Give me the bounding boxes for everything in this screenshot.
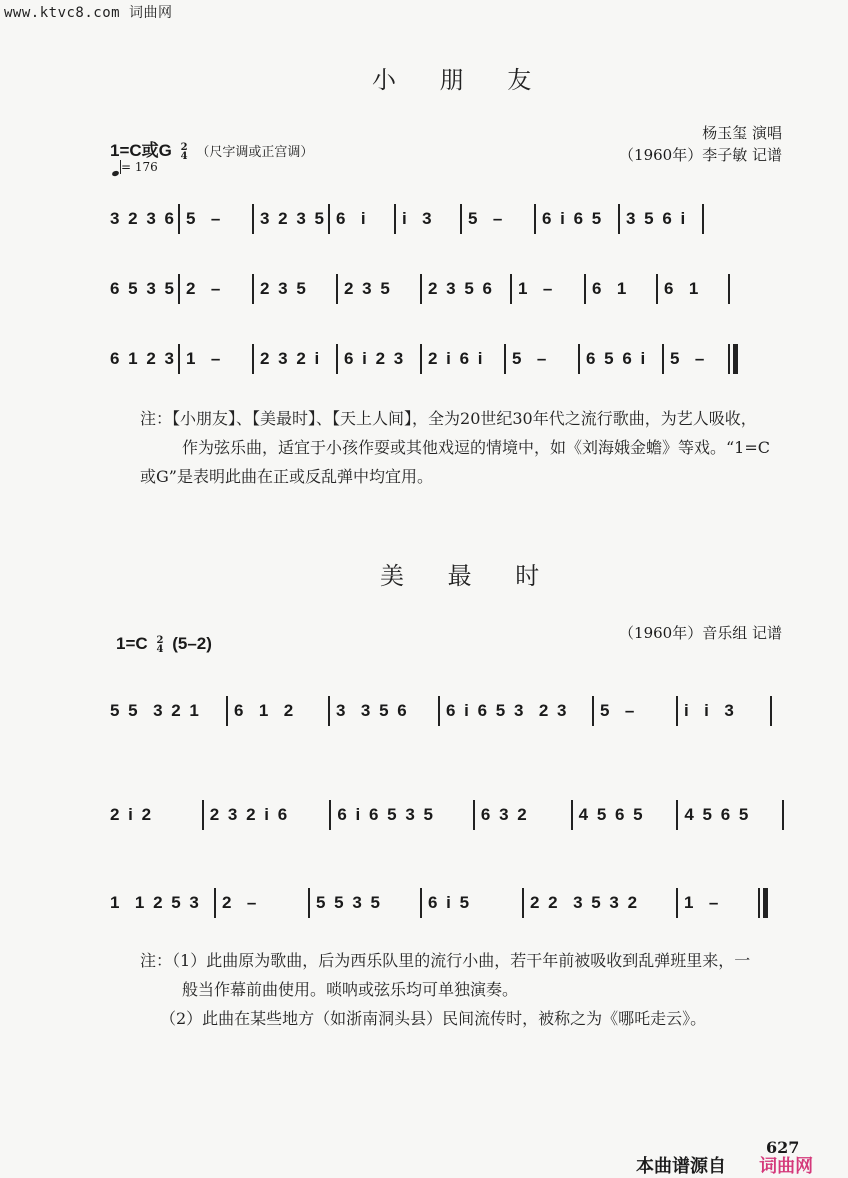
barline — [728, 274, 730, 304]
song2-title: 美 最 时 — [380, 562, 558, 590]
barline — [702, 204, 704, 234]
measure: 1 1 2 5 3 — [110, 893, 201, 912]
barline — [336, 344, 338, 374]
measure: 2 3 2 i — [260, 349, 322, 368]
song1-staff-line-2 — [110, 274, 790, 304]
measure: 1 – — [684, 893, 721, 912]
barline — [534, 204, 536, 234]
barline — [178, 204, 180, 234]
song2-key-signature — [116, 634, 212, 654]
measure: 6 1 2 — [234, 701, 296, 720]
barline — [770, 696, 772, 726]
measure: 2 3 2 i 6 — [209, 805, 290, 824]
measure: 5 5 3 2 1 — [110, 701, 201, 720]
barline — [676, 696, 678, 726]
barline — [510, 274, 512, 304]
measure: 3 3 5 6 — [336, 701, 409, 720]
measure: 6 i 6 5 3 5 — [337, 805, 435, 824]
song2-credits: （1960年）音乐组 记谱 — [619, 624, 782, 642]
measure: 6 1 2 3 — [110, 349, 176, 368]
barline — [328, 204, 330, 234]
barline — [328, 696, 330, 726]
barline — [571, 800, 573, 830]
measure: 1 – — [186, 349, 223, 368]
measure: 2 3 5 — [344, 279, 392, 298]
measure: 6 i — [336, 209, 368, 228]
barline — [504, 344, 506, 374]
measure: 5 – — [600, 701, 637, 720]
barline — [252, 204, 254, 234]
measure: 6 5 6 i — [586, 349, 648, 368]
measure: 6 i 6 5 — [542, 209, 604, 228]
barline — [584, 274, 586, 304]
barline — [226, 696, 228, 726]
barline — [782, 800, 784, 830]
barline — [394, 204, 396, 234]
measure: 6 5 3 5 — [110, 279, 176, 298]
song1-key: 1=C或G — [110, 141, 172, 160]
song2-time-signature: 2 4 — [156, 635, 164, 655]
measure: 5 – — [512, 349, 549, 368]
measure: 1 – — [518, 279, 555, 298]
song1-staff-line-1 — [110, 204, 790, 234]
measure: i 3 — [402, 209, 434, 228]
final-barline-thin — [728, 344, 730, 374]
measure: 6 i 5 — [428, 893, 472, 912]
measure: 2 – — [186, 279, 223, 298]
measure: 2 3 5 6 — [428, 279, 494, 298]
measure: 3 2 3 5 — [260, 209, 326, 228]
barline — [662, 344, 664, 374]
measure: 6 i 2 3 — [344, 349, 406, 368]
measure: 5 – — [468, 209, 505, 228]
song1-transcriber: （1960年）李子敏 记谱 — [619, 146, 782, 164]
final-barline-thin — [758, 888, 760, 918]
barline — [252, 344, 254, 374]
final-barline-thick — [763, 888, 768, 918]
song1-time-signature: 2 4 — [180, 142, 188, 162]
watermark-site-name: 词曲网 — [129, 5, 173, 21]
song1-credits — [619, 122, 782, 166]
measure: 2 3 5 — [260, 279, 308, 298]
barline — [178, 344, 180, 374]
barline — [522, 888, 524, 918]
measure: 6 i 6 5 3 2 3 — [446, 701, 569, 720]
song1-footnote: 注：【小朋友】、【美最时】、【天上人间】，全为20世纪30年代之流行歌曲，为艺人吸收， 作为弦乐曲，适宜于小孩作耍或其他戏逗的情境中，如《刘海娥金蟾》等戏。“1=C 或G”是表明此曲在正或反乱弹中均宜用。 — [140, 409, 771, 486]
barline — [676, 888, 678, 918]
song1-tempo: = 176 — [114, 160, 158, 174]
measure: 5 – — [670, 349, 707, 368]
quarter-note-icon — [114, 160, 121, 174]
final-barline-thick — [733, 344, 738, 374]
song2-key: 1=C — [116, 634, 148, 653]
measure: 5 – — [186, 209, 223, 228]
source-brand: 词曲网 — [759, 1156, 814, 1177]
measure: 3 5 6 i — [626, 209, 688, 228]
barline — [202, 800, 204, 830]
barline — [618, 204, 620, 234]
measure: 2 i 2 — [110, 805, 154, 824]
barline — [676, 800, 678, 830]
song1-title: 小 朋 友 — [372, 66, 550, 94]
measure: 2 i 6 i — [428, 349, 485, 368]
barline — [420, 344, 422, 374]
measure: 3 2 3 6 — [110, 209, 176, 228]
barline — [308, 888, 310, 918]
barline — [420, 888, 422, 918]
song2-staff-line-1 — [110, 696, 790, 726]
barline — [336, 274, 338, 304]
barline — [252, 274, 254, 304]
song1-mode-note: （尺字调或正宫调） — [196, 145, 314, 160]
barline — [592, 696, 594, 726]
watermark-url: www.ktvc8.com — [4, 5, 121, 21]
song1-performer: 杨玉玺 演唱 — [702, 124, 782, 142]
measure: 2 – — [222, 893, 259, 912]
measure: i i 3 — [684, 701, 736, 720]
barline — [214, 888, 216, 918]
measure: 4 5 6 5 — [684, 805, 751, 824]
barline — [329, 800, 331, 830]
measure: 6 1 — [664, 279, 701, 298]
barline — [178, 274, 180, 304]
barline — [438, 696, 440, 726]
page-number: 627 — [766, 1138, 800, 1157]
measure: 6 3 2 — [480, 805, 529, 824]
song2-intro: (5–2) — [172, 634, 212, 653]
measure: 2 2 3 5 3 2 — [530, 893, 640, 912]
measure: 6 1 — [592, 279, 629, 298]
site-watermark — [4, 2, 173, 22]
barline — [656, 274, 658, 304]
barline — [473, 800, 475, 830]
song2-staff-line-3 — [110, 888, 790, 918]
measure: 5 5 3 5 — [316, 893, 382, 912]
source-label: 本曲谱源自 — [636, 1156, 726, 1177]
barline — [420, 274, 422, 304]
song1-key-signature — [110, 136, 313, 161]
source-attribution — [636, 1152, 813, 1178]
song2-staff-line-2 — [110, 800, 790, 830]
song1-staff-line-3 — [110, 344, 790, 374]
barline — [460, 204, 462, 234]
song2-footnote: 注：（1）此曲原为歌曲，后为西乐队里的流行小曲，若干年前被吸收到乱弹班里来，一 般当作幕前曲使用。唢呐或弦乐均可单独演奏。 （2）此曲在某些地方（如浙南洞头县）民间流传时，被称之为《哪吒走云》。 — [140, 951, 751, 1028]
barline — [578, 344, 580, 374]
measure: 4 5 6 5 — [578, 805, 645, 824]
